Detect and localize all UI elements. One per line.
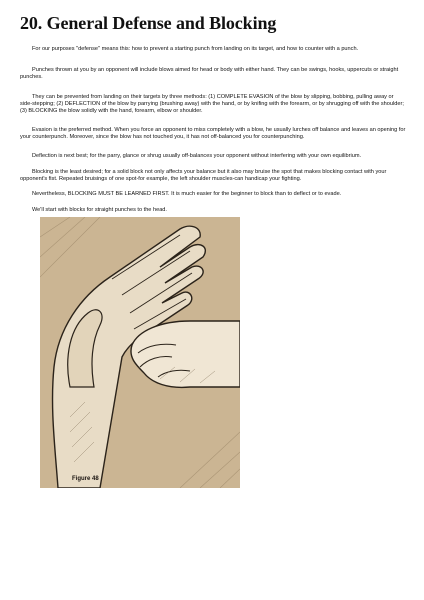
paragraph-6: Blocking is the least desired; for a solid block not only affects your balance but it also may bruise the spot that makes blocking contact with your opponent's fist. Repeated bruisings of one spot-for example, the left shoulder muscles-can handicap your fighting. [20, 169, 387, 183]
paragraph-3: They can be prevented from landing on their targets by three methods: (1) COMPLETE EVASION of the blow by slipping, bobbing, pulling away or side-stepping; (2) DEFLECTION of the blow by parrying (brushing away) with the hand, or by knifing with the forearm, or by shrugging off with the shoulder; (3) BLOCKING the blow solidly with the hand, forearm, elbow or shoulder. [20, 94, 404, 115]
figure-caption: Figure 48 [72, 476, 99, 482]
paragraph-1: For our purposes "defense" means this: how to prevent a starting punch from landing on its target, and how to counter with a punch. [32, 46, 359, 52]
paragraph-5: Deflection is next best; for the parry, glance or shrug usually off-balances your opponent without interfering with your own equilibrium. [32, 153, 362, 159]
paragraph-7: Nevertheless, BLOCKING MUST BE LEARNED FIRST. It is much easier for the beginner to block than to deflect or to evade. [32, 191, 342, 197]
paragraph-8: We'll start with blocks for straight punches to the head. [32, 207, 167, 213]
hand-drawing [40, 217, 240, 488]
page-title: 20. General Defense and Blocking [20, 13, 277, 33]
hand-block-illustration [40, 217, 240, 488]
paragraph-4: Evasion is the preferred method. When you force an opponent to miss completely with a blow, he usually lurches off balance and leaves an opening for your counterpunch. Moreover, since the blow has not touched you, it has not off-balanced you for counterpunching. [20, 127, 406, 141]
paragraph-2: Punches thrown at you by an opponent will include blows aimed for head or body with either hand. They can be swings, hooks, uppercuts or straight punches. [20, 67, 399, 81]
